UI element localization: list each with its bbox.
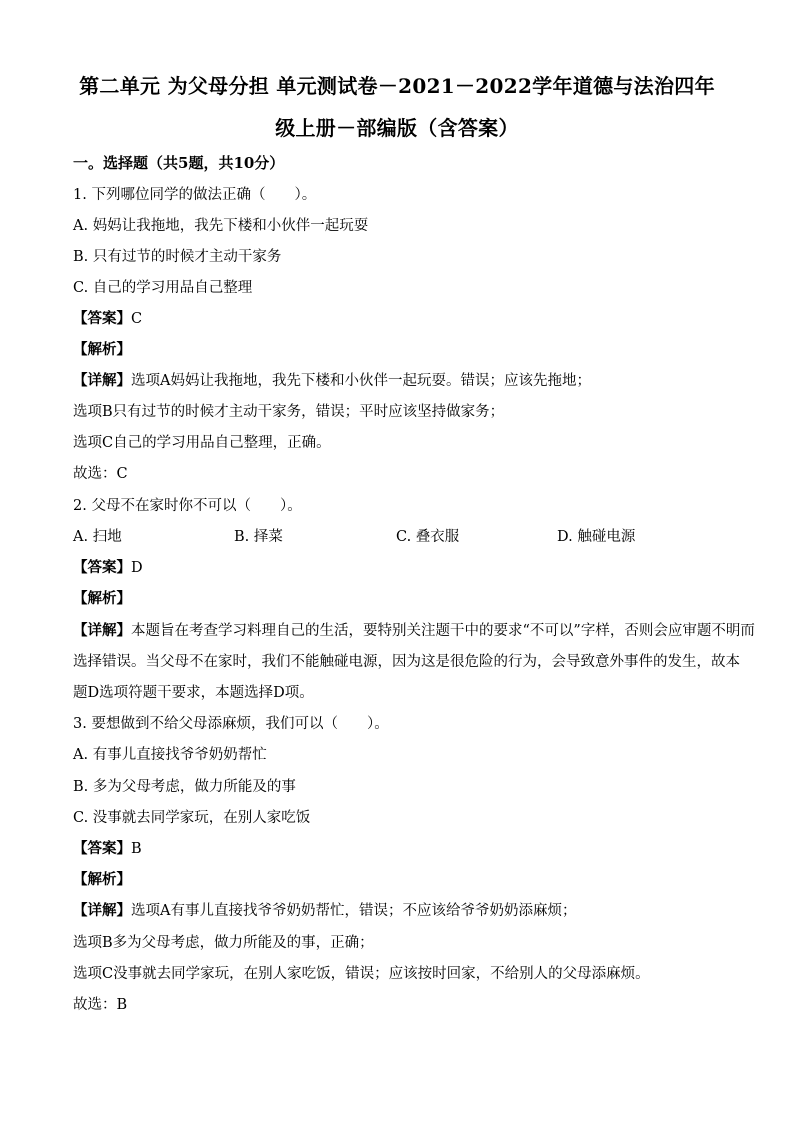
q3-detail-line-2: 选项B多为父母考虑，做力所能及的事，正确； — [73, 935, 374, 951]
q3-conclusion: 故选：B — [73, 997, 128, 1013]
q1-detail-text-1: 选项A妈妈让我拖地，我先下楼和小伙伴一起玩耍。错误；应该先拖地； — [131, 373, 591, 389]
q2-detail-text-1: 本题旨在考查学习料理自己的生活，要特别关注题干中的要求“不可以”字样，否则会应审题不明而 — [131, 623, 755, 639]
q1-option-c: C. 自己的学习用品自己整理 — [73, 280, 253, 296]
q2-option-b: B. 择菜 — [234, 529, 283, 545]
q1-option-a: A. 妈妈让我拖地，我先下楼和小伙伴一起玩耍 — [73, 218, 369, 234]
q1-detail-line-3: 选项C自己的学习用品自己整理，正确。 — [73, 435, 331, 451]
q3-detail-line-1 — [73, 899, 576, 920]
q3-detail-text-1: 选项A有事儿直接找爷爷奶奶帮忙，错误；不应该给爷爷奶奶添麻烦； — [131, 903, 577, 919]
q1-analysis-tag: 【解析】 — [73, 341, 131, 358]
q1-detail-line-1 — [73, 369, 591, 390]
detail-tag: 【详解】 — [73, 372, 131, 389]
detail-tag: 【详解】 — [73, 902, 131, 919]
q3-option-c: C. 没事就去同学家玩，在别人家吃饭 — [73, 810, 311, 826]
answer-tag: 【答案】 — [73, 559, 131, 576]
q2-stem: 2. 父母不在家时你不可以（ ）。 — [73, 498, 302, 514]
q3-answer — [73, 837, 142, 858]
q1-stem: 1. 下列哪位同学的做法正确（ ）。 — [73, 187, 317, 203]
q2-option-c: C. 叠衣服 — [396, 529, 460, 545]
q2-detail-line-1 — [73, 619, 755, 640]
section-heading: 一。选择题（共5题，共10分） — [73, 154, 285, 172]
q3-option-a: A. 有事儿直接找爷爷奶奶帮忙 — [73, 747, 267, 763]
q3-analysis-tag: 【解析】 — [73, 871, 131, 888]
q1-conclusion: 故选：C — [73, 466, 128, 482]
document-title-line-2: 级上册－部编版（含答案） — [275, 116, 519, 140]
q3-option-b: B. 多为父母考虑，做力所能及的事 — [73, 779, 296, 795]
q1-detail-line-2: 选项B只有过节的时候才主动干家务，错误；平时应该坚持做家务； — [73, 404, 505, 420]
detail-tag: 【详解】 — [73, 622, 131, 639]
q2-analysis-tag: 【解析】 — [73, 590, 131, 607]
answer-tag: 【答案】 — [73, 840, 131, 857]
q3-stem: 3. 要想做到不给父母添麻烦，我们可以（ ）。 — [73, 716, 389, 732]
q2-answer-value: D — [131, 560, 143, 576]
q2-option-d: D. 触碰电源 — [557, 529, 636, 545]
q2-answer — [73, 556, 143, 577]
q1-option-b: B. 只有过节的时候才主动干家务 — [73, 249, 282, 265]
q1-answer — [73, 307, 142, 328]
answer-tag: 【答案】 — [73, 310, 131, 327]
q3-detail-line-3: 选项C没事就去同学家玩，在别人家吃饭，错误；应该按时回家，不给别人的父母添麻烦。 — [73, 966, 650, 982]
q2-detail-line-3: 题D选项符题干要求，本题选择D项。 — [73, 685, 314, 701]
document-title-line-1: 第二单元 为父母分担 单元测试卷－2021－2022学年道德与法治四年 — [79, 74, 715, 98]
q1-answer-value: C — [131, 311, 143, 327]
q2-option-a: A. 扫地 — [73, 529, 122, 545]
q2-detail-line-2: 选择错误。当父母不在家时，我们不能触碰电源，因为这是很危险的行为，会导致意外事件的发生，故本 — [73, 654, 740, 670]
q3-answer-value: B — [131, 841, 142, 857]
